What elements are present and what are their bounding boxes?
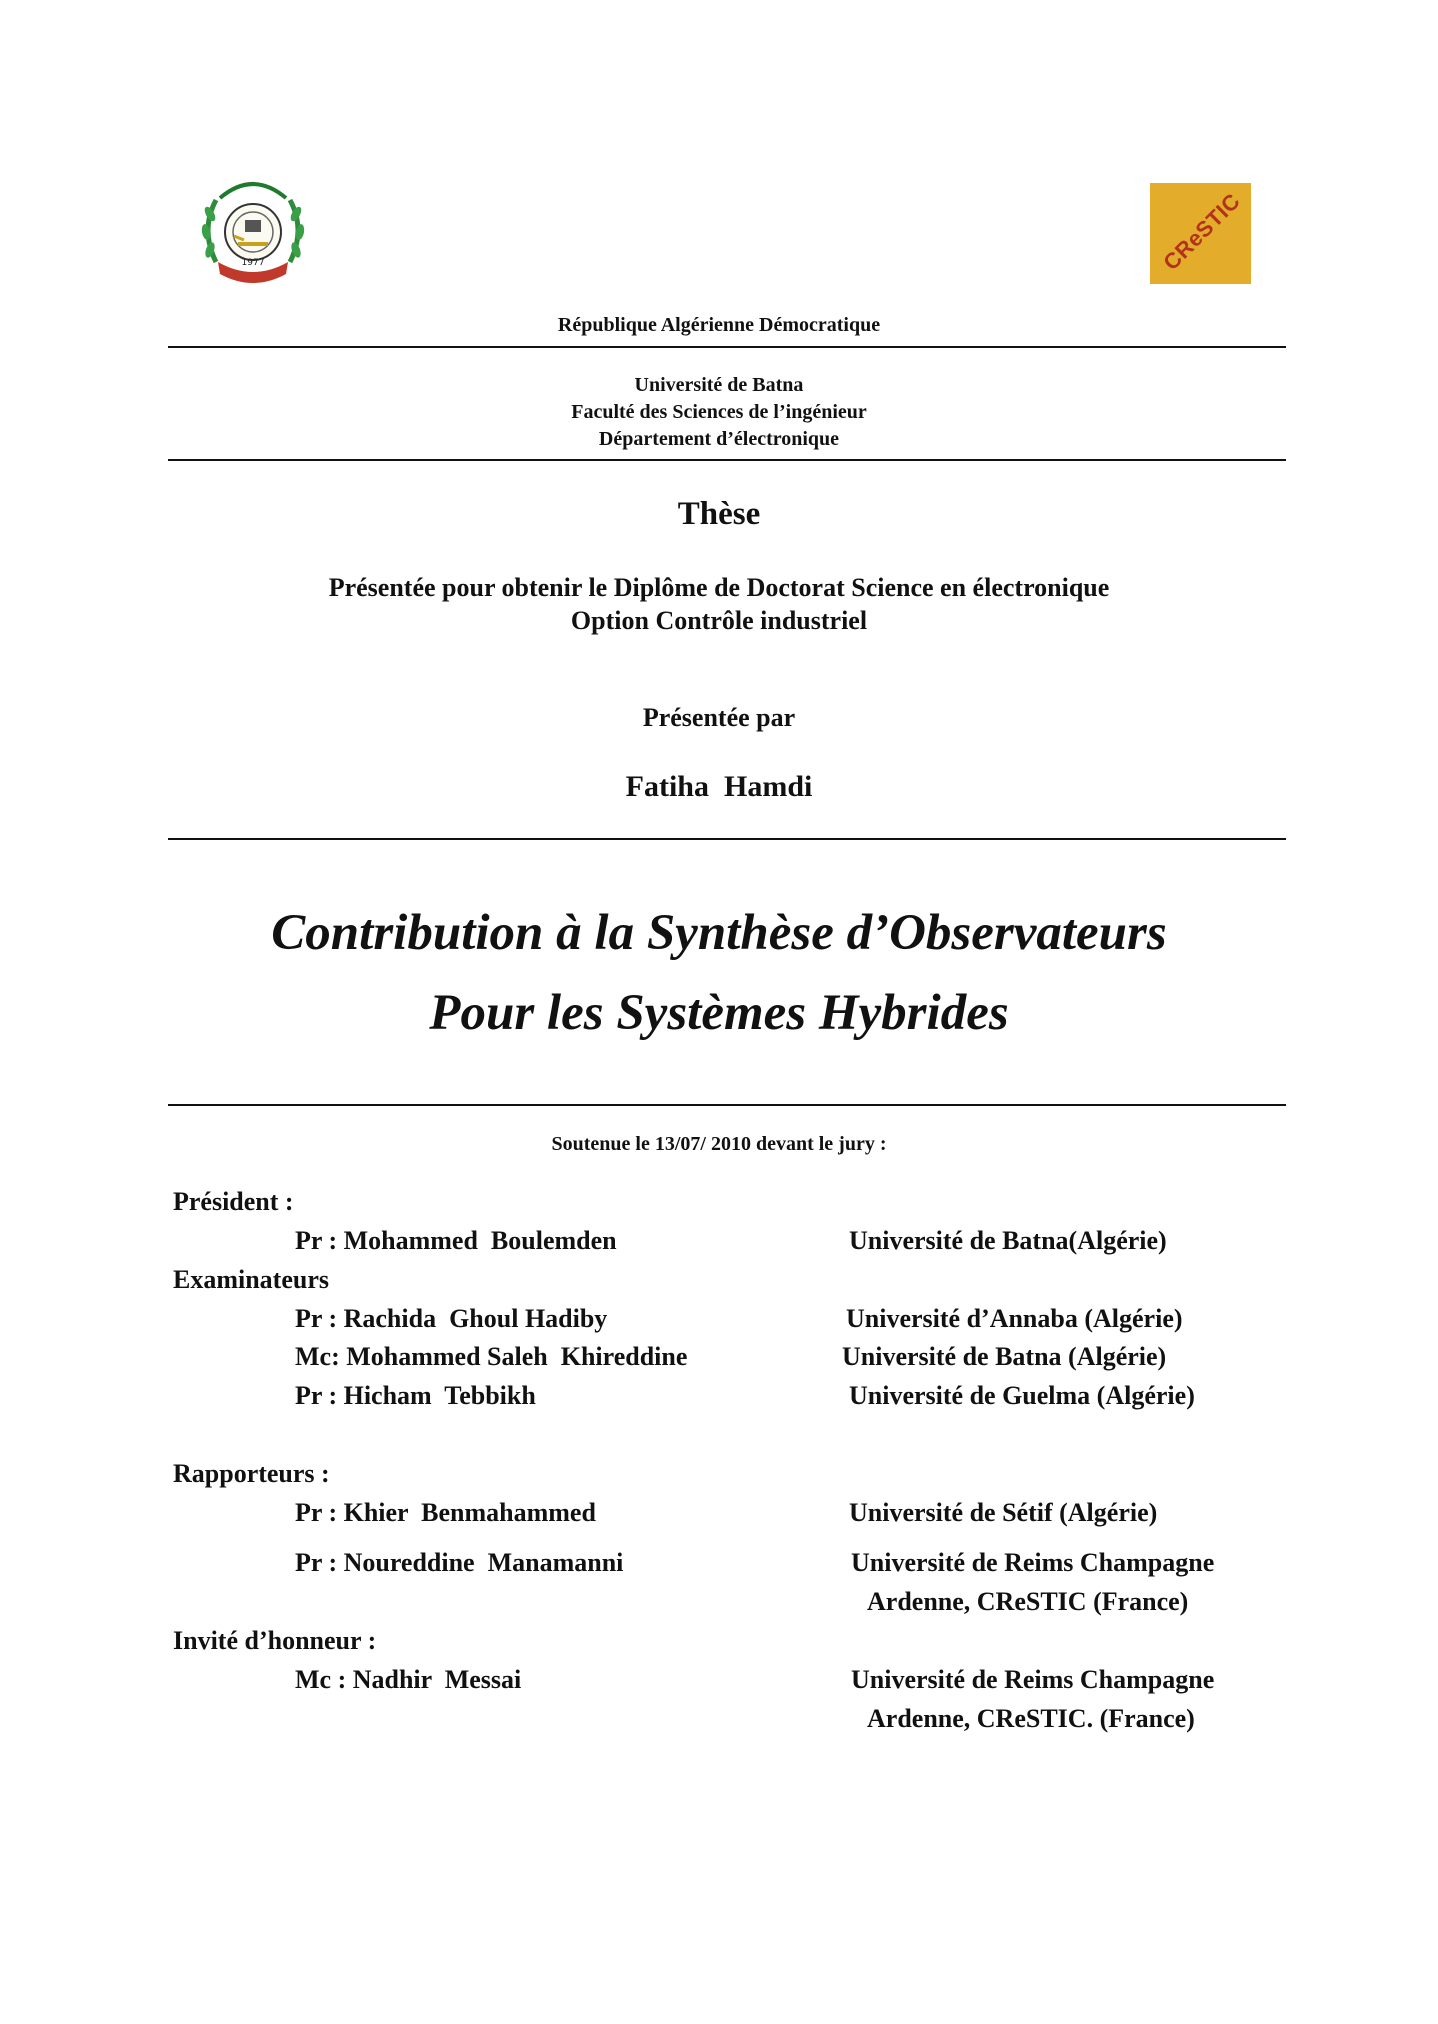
thesis-title-line2: Pour les Systèmes Hybrides bbox=[429, 985, 1009, 1041]
department-line: Département d’électronique bbox=[598, 428, 840, 450]
examiners-label: Examinateurs bbox=[173, 1265, 329, 1294]
examiner-name: Pr : Hicham Tebbikh bbox=[295, 1381, 536, 1410]
president-label: Président : bbox=[173, 1187, 294, 1216]
reporter-name: Pr : Noureddine Manamanni bbox=[295, 1548, 624, 1577]
university-line: Université de Batna bbox=[634, 374, 804, 396]
guest-label: Invité d’honneur : bbox=[173, 1626, 377, 1655]
svg-text:1977: 1977 bbox=[241, 258, 265, 268]
examiner-affiliation: Université d’Annaba (Algérie) bbox=[846, 1304, 1183, 1333]
president-name: Pr : Mohammed Boulemden bbox=[295, 1226, 617, 1255]
guest-affiliation-line1: Université de Reims Champagne bbox=[851, 1665, 1215, 1694]
examiner-affiliation: Université de Batna (Algérie) bbox=[842, 1342, 1167, 1371]
author-name: Fatiha Hamdi bbox=[625, 770, 813, 803]
republic-line: République Algérienne Démocratique bbox=[557, 314, 881, 336]
divider bbox=[168, 346, 1286, 348]
examiner-name: Pr : Rachida Ghoul Hadiby bbox=[295, 1304, 608, 1333]
faculty-line: Faculté des Sciences de l’ingénieur bbox=[571, 401, 867, 423]
thesis-purpose-line2: Option Contrôle industriel bbox=[570, 606, 868, 635]
examiner-affiliation: Université de Guelma (Algérie) bbox=[849, 1381, 1195, 1410]
divider bbox=[168, 1104, 1286, 1106]
thesis-label: Thèse bbox=[677, 496, 761, 532]
university-seal-logo bbox=[198, 170, 308, 286]
reporter-affiliation: Université de Sétif (Algérie) bbox=[849, 1498, 1158, 1527]
guest-name: Mc : Nadhir Messai bbox=[295, 1665, 522, 1694]
examiner-name: Mc: Mohammed Saleh Khireddine bbox=[295, 1342, 688, 1371]
president-affiliation: Université de Batna(Algérie) bbox=[849, 1226, 1167, 1255]
reporters-label: Rapporteurs : bbox=[173, 1459, 330, 1488]
reporter-affiliation-line1: Université de Reims Champagne bbox=[851, 1548, 1215, 1577]
divider bbox=[168, 459, 1286, 461]
thesis-purpose-line1: Présentée pour obtenir le Diplôme de Doctorat Science en électronique bbox=[328, 573, 1110, 602]
reporter-name: Pr : Khier Benmahammed bbox=[295, 1498, 596, 1527]
divider bbox=[168, 838, 1286, 840]
presented-by-label: Présentée par bbox=[642, 703, 796, 732]
crestic-logo bbox=[1150, 183, 1251, 284]
thesis-title-line1: Contribution à la Synthèse d’Observateurs bbox=[271, 905, 1167, 961]
guest-affiliation-line2: Ardenne, CReSTIC. (France) bbox=[867, 1704, 1195, 1733]
defense-line: Soutenue le 13/07/ 2010 devant le jury : bbox=[551, 1133, 887, 1155]
crestic-logo-text: CReSTIC bbox=[1158, 188, 1246, 276]
reporter-affiliation-line2: Ardenne, CReSTIC (France) bbox=[867, 1587, 1189, 1616]
